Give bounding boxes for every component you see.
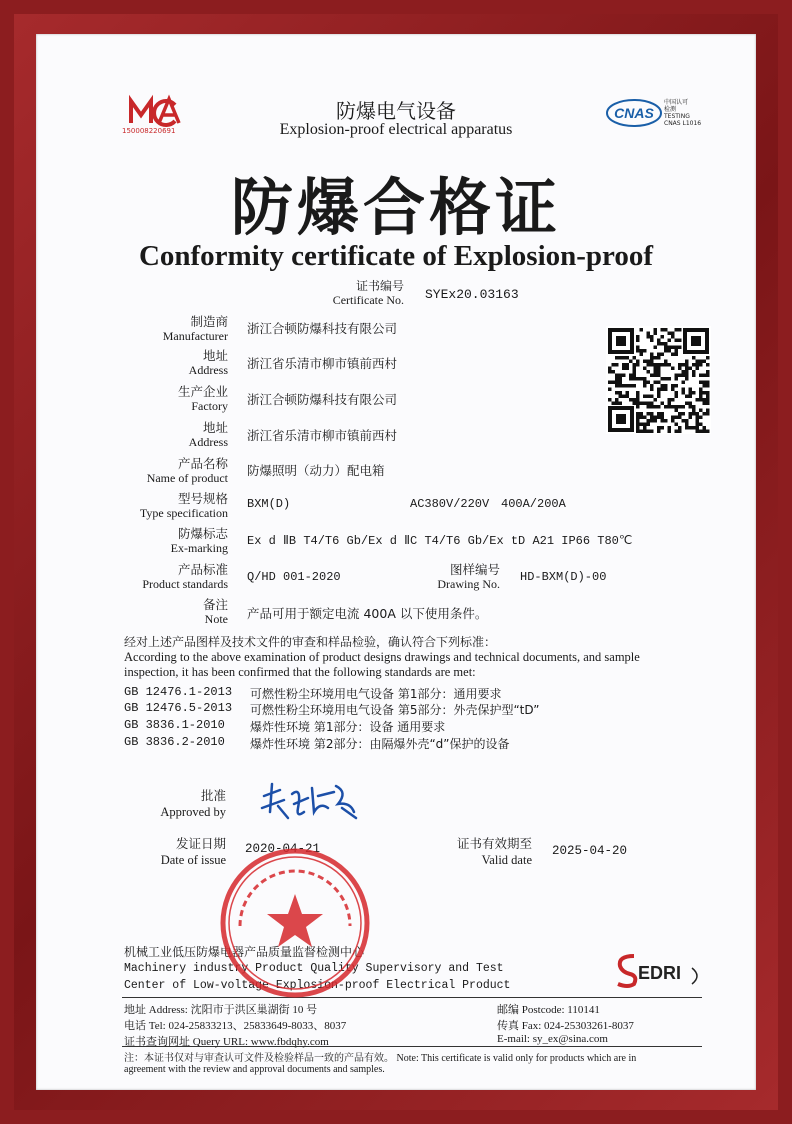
cma-number: 150008220691	[122, 127, 176, 135]
drawing-value: HD-BXM(D)-00	[520, 570, 607, 584]
standards-label-cn: 产品标准	[177, 562, 228, 577]
statement-cn: 经对上述产品图样及技术文件的审查和样品检验，确认符合下列标准：	[124, 635, 497, 649]
sedri-logo-icon	[612, 950, 702, 990]
valid-date-label-en: Valid date	[481, 853, 532, 867]
certificate-no-label-cn: 证书编号	[355, 279, 404, 293]
certificate-no-label-en: Certificate No.	[332, 293, 404, 307]
signature-icon	[258, 778, 363, 828]
approved-by-label-cn: 批准	[200, 788, 226, 803]
center-name-cn: 机械工业低压防爆电器产品质量监督检测中心	[124, 945, 365, 959]
address2-label	[38, 420, 228, 450]
marking-label	[38, 526, 228, 556]
note-value: 产品可用于额定电流 400A 以下使用条件。	[247, 606, 488, 621]
approved-by-label-en: Approved by	[160, 805, 226, 819]
title-cn: 防爆合格证	[230, 171, 561, 244]
address1-label	[38, 348, 228, 378]
footnote-1: 注：本证书仅对与审查认可文件及检验样品一致的产品有效。 Note: This certificate is valid only for products which are in	[124, 1053, 637, 1064]
standard-code: GB 12476.5-2013	[124, 701, 233, 715]
cnas-side-line: 中国认可	[664, 99, 689, 106]
issue-date-label-cn: 发证日期	[175, 836, 226, 851]
type-label-cn: 型号规格	[177, 491, 228, 506]
manufacturer-label	[38, 314, 228, 344]
standards-label	[38, 562, 228, 592]
type-current: 400A/200A	[501, 497, 566, 511]
cnas-side-line: TESTING	[664, 113, 690, 120]
address2-label-cn: 地址	[202, 420, 228, 435]
manufacturer-label-cn: 制造商	[190, 314, 228, 329]
standard-desc: 爆炸性环境 第1部分：设备 通用要求	[250, 720, 446, 734]
issue-date-value: 2020-04-21	[245, 842, 321, 856]
category-cn: 防爆电气设备	[336, 99, 456, 123]
cnas-side-line: CNAS L1016	[664, 120, 702, 127]
category-en: Explosion-proof electrical apparatus	[279, 121, 513, 138]
divider	[122, 997, 702, 998]
address2-label-en: Address	[188, 435, 228, 449]
official-seal-icon	[218, 846, 372, 1000]
approved-by-label	[120, 788, 226, 820]
issue-date-label-en: Date of issue	[160, 853, 226, 867]
title-en: Conformity certificate of Explosion-proof	[138, 240, 654, 272]
product-label	[38, 456, 228, 486]
product-label-en: Name of product	[146, 471, 228, 485]
statement-en-2: inspection, it has been confirmed that the following standards are met:	[124, 665, 476, 679]
type-label-en: Type specification	[139, 506, 228, 520]
qr-code-icon	[606, 326, 711, 434]
center-name-en-1: Machinery industry Product Quality Supervisory and Test	[124, 962, 504, 975]
center-name-en-2: Center of Low-voltage Explosion-proof Electrical Product	[124, 979, 511, 992]
statement-en-1: According to the above examination of product designs drawings and technical documents, and sample	[124, 650, 640, 664]
drawing-label-cn: 图样编号	[449, 562, 500, 577]
center-address: 地址 Address: 沈阳市于洪区巢湖街 10 号	[124, 1004, 318, 1016]
center-postcode: 邮编 Postcode: 110141	[497, 1004, 600, 1016]
center-email: E-mail: sy_ex@sina.com	[497, 1033, 608, 1045]
product-value: 防爆照明（动力）配电箱	[247, 463, 385, 478]
valid-date-value: 2025-04-20	[552, 844, 628, 858]
marking-label-en: Ex-marking	[170, 541, 228, 555]
issue-date-label	[120, 836, 226, 868]
type-label	[38, 491, 228, 521]
standard-code: GB 3836.1-2010	[124, 718, 225, 732]
standards-label-en: Product standards	[142, 577, 228, 591]
note-label-en: Note	[204, 612, 228, 626]
marking-value: Ex d ⅡB T4/T6 Gb/Ex d ⅡC T4/T6 Gb/Ex tD A21 IP66 T80℃	[247, 534, 633, 548]
center-fax: 传真 Fax: 024-25303261-8037	[497, 1020, 634, 1032]
cnas-side-line: 检测	[664, 106, 677, 113]
address2-value: 浙江省乐清市柳市镇前西村	[247, 428, 398, 443]
valid-date-label-cn: 证书有效期至	[456, 836, 532, 851]
standard-code: GB 12476.1-2013	[124, 685, 233, 699]
standard-desc: 可燃性粉尘环境用电气设备 第5部分：外壳保护型“tD”	[250, 703, 540, 717]
address1-label-cn: 地址	[202, 348, 228, 363]
type-voltage: AC380V/220V	[410, 497, 490, 511]
product-label-cn: 产品名称	[177, 456, 228, 471]
valid-date-label	[420, 836, 532, 868]
divider	[122, 1046, 702, 1047]
footnote-2: agreement with the review and approval documents and samples.	[124, 1064, 385, 1075]
factory-value: 浙江合顿防爆科技有限公司	[247, 392, 398, 407]
cnas-text: CNAS	[614, 105, 654, 121]
center-url: 证书查询网址 Query URL: www.fbdqhy.com	[124, 1036, 329, 1048]
standards-value: Q/HD 001-2020	[247, 570, 341, 584]
drawing-label-en: Drawing No.	[437, 577, 500, 591]
sedri-text: EDRI	[638, 963, 682, 983]
manufacturer-label-en: Manufacturer	[162, 329, 228, 343]
drawing-label	[400, 562, 500, 592]
address1-value: 浙江省乐清市柳市镇前西村	[247, 356, 398, 371]
factory-label-cn: 生产企业	[177, 384, 228, 399]
certificate-no-label	[300, 279, 404, 307]
type-value: BXM(D)	[247, 497, 291, 511]
certificate-no-value: SYEx20.03163	[425, 287, 519, 302]
standard-code: GB 3836.2-2010	[124, 735, 225, 749]
note-label-cn: 备注	[202, 597, 228, 612]
center-tel: 电话 Tel: 024-25833213、25833649-8033、8037	[124, 1020, 347, 1032]
factory-label	[38, 384, 228, 414]
marking-label-cn: 防爆标志	[177, 526, 228, 541]
standard-desc: 爆炸性环境 第2部分：由隔爆外壳“d”保护的设备	[250, 737, 510, 751]
address1-label-en: Address	[188, 363, 228, 377]
factory-label-en: Factory	[191, 399, 228, 413]
note-label	[38, 597, 228, 627]
manufacturer-value: 浙江合顿防爆科技有限公司	[247, 321, 398, 336]
standard-desc: 可燃性粉尘环境用电气设备 第1部分：通用要求	[250, 687, 502, 701]
